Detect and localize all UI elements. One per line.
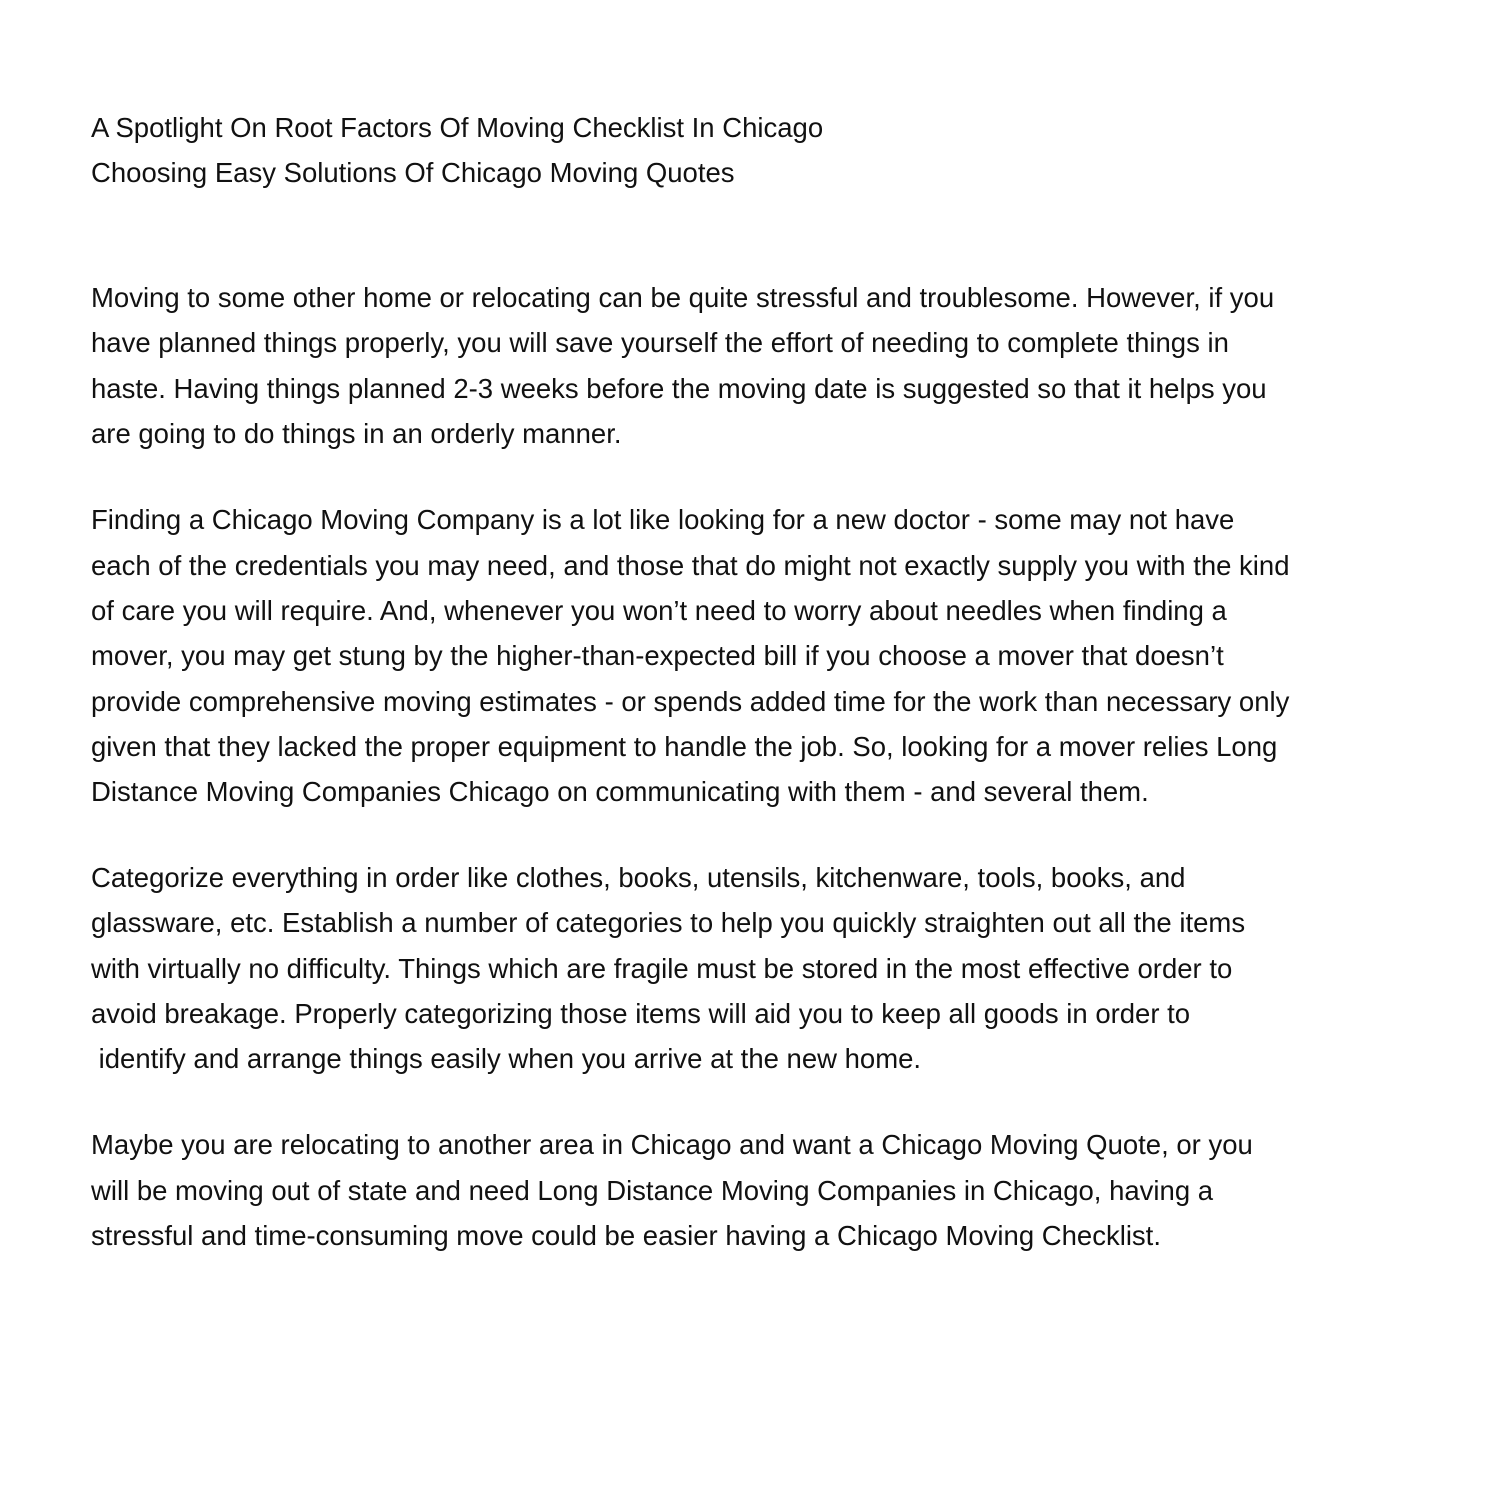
paragraph-line: mover, you may get stung by the higher-than-expected bill if you choose a mover that doesn’t: [91, 640, 1224, 671]
paragraph-line: provide comprehensive moving estimates - or spends added time for the work than necessary only: [91, 686, 1290, 717]
paragraph-line: Maybe you are relocating to another area in Chicago and want a Chicago Moving Quote, or you: [91, 1129, 1253, 1160]
title-line-1: A Spotlight On Root Factors Of Moving Checklist In Chicago: [91, 112, 824, 143]
paragraph-line: are going to do things in an orderly manner.: [91, 418, 622, 449]
paragraph-line: Moving to some other home or relocating can be quite stressful and troublesome. However, if you: [91, 282, 1275, 313]
paragraph-line: avoid breakage. Properly categorizing those items will aid you to keep all goods in order to: [91, 998, 1191, 1029]
paragraph-line: stressful and time-consuming move could be easier having a Chicago Moving Checklist.: [91, 1220, 1161, 1251]
paragraph-line: given that they lacked the proper equipment to handle the job. So, looking for a mover relies Long: [91, 731, 1278, 762]
title-line-2: Choosing Easy Solutions Of Chicago Moving Quotes: [91, 157, 735, 189]
paragraph-line: each of the credentials you may need, and those that do might not exactly supply you with the kind: [91, 550, 1290, 581]
paragraph-line: have planned things properly, you will save yourself the effort of needing to complete things in: [91, 327, 1229, 358]
paragraph-line: with virtually no difficulty. Things which are fragile must be stored in the most effective order to: [91, 953, 1233, 984]
document-heading: [91, 105, 1421, 196]
paragraph-line: Finding a Chicago Moving Company is a lot like looking for a new doctor - some may not have: [91, 504, 1235, 535]
paragraph-line: identify and arrange things easily when you arrive at the new home.: [91, 1043, 922, 1074]
paragraph-line: glassware, etc. Establish a number of categories to help you quickly straighten out all the items: [91, 907, 1246, 938]
paragraph-line: Distance Moving Companies Chicago on communicating with them - and several them.: [91, 776, 1149, 807]
paragraph-line: will be moving out of state and need Long Distance Moving Companies in Chicago, having a: [91, 1175, 1214, 1206]
paragraph-line: Categorize everything in order like clothes, books, utensils, kitchenware, tools, books, and: [91, 862, 1186, 893]
paragraph-line: haste. Having things planned 2-3 weeks before the moving date is suggested so that it helps you: [91, 373, 1267, 404]
paragraph-line: of care you will require. And, whenever you won’t need to worry about needles when finding a: [91, 595, 1227, 626]
